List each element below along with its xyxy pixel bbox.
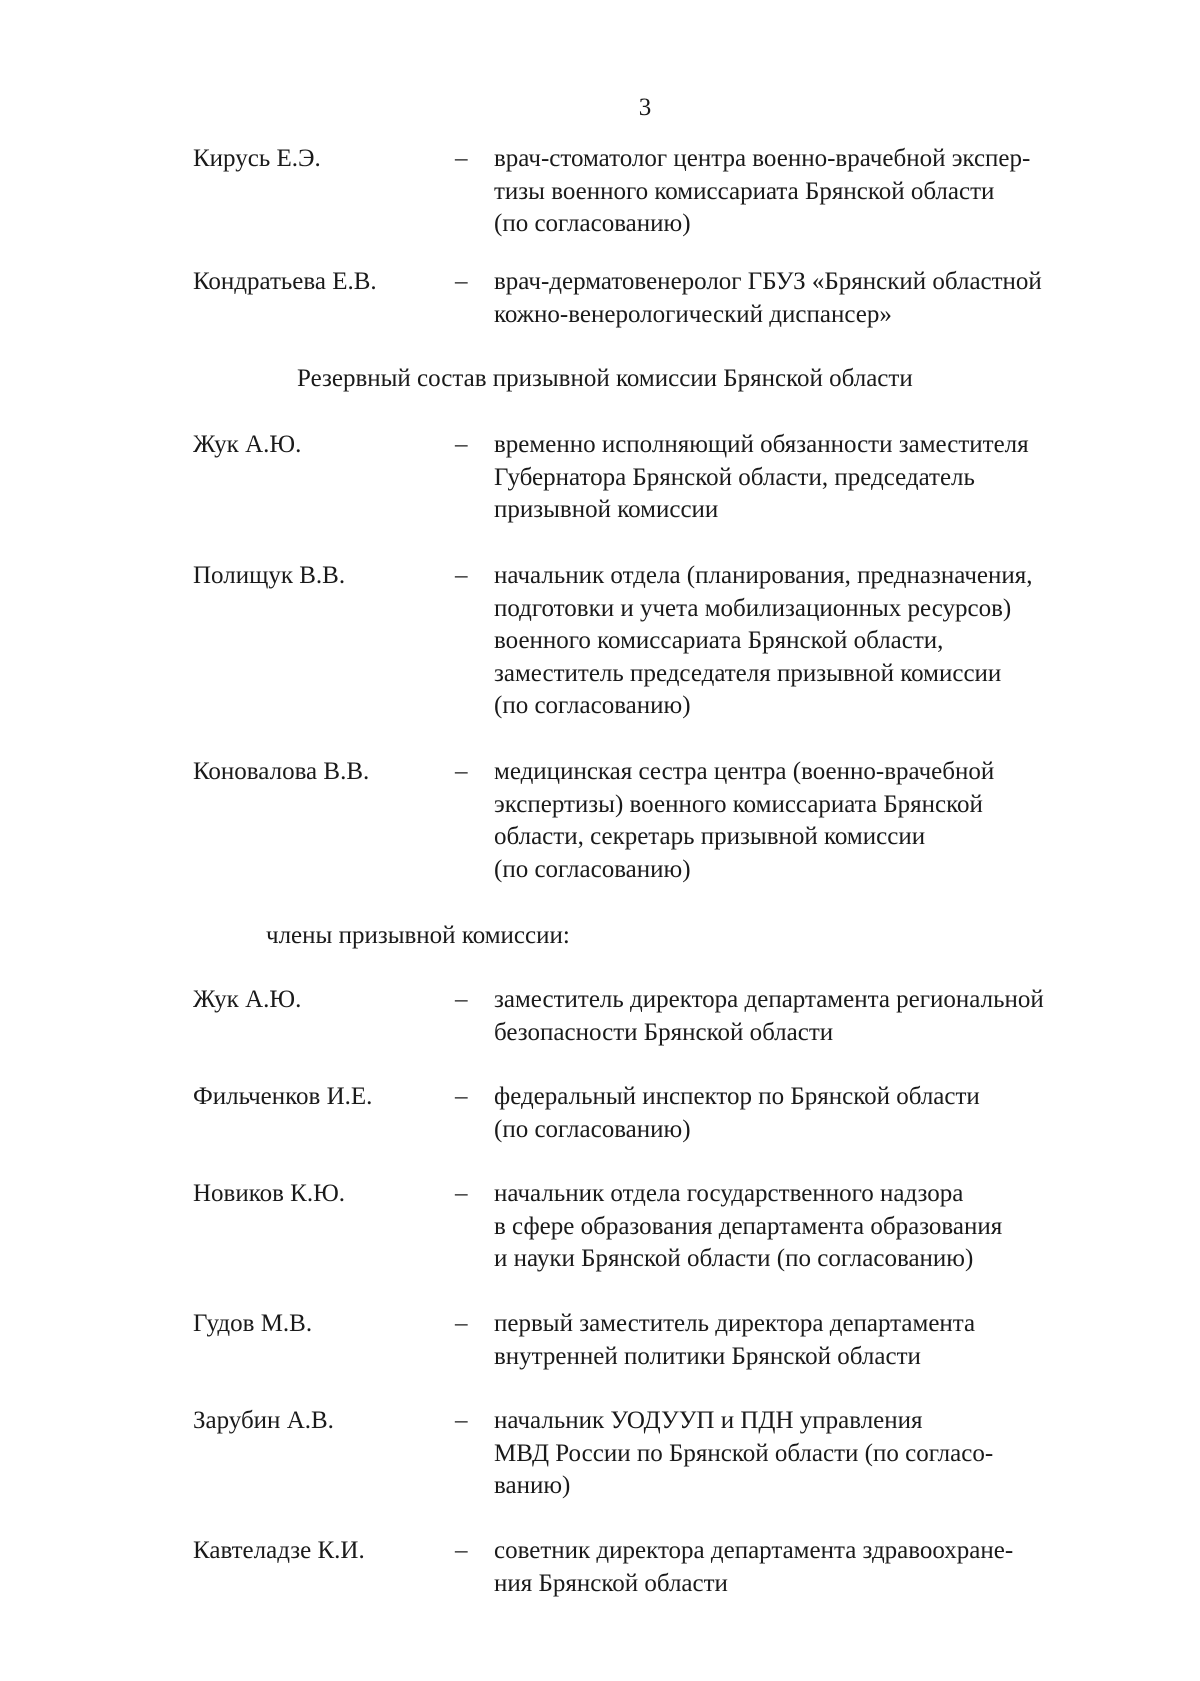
member-name: Жук А.Ю. — [193, 431, 302, 458]
dash-separator: – — [455, 268, 468, 295]
member-name: Кондратьева Е.В. — [193, 268, 377, 295]
position-line: начальник отдела государственного надзора — [494, 1180, 964, 1207]
position-line: ванию) — [494, 1472, 571, 1499]
position-line: (по согласованию) — [494, 692, 691, 719]
position-line: ния Брянской области — [494, 1569, 728, 1597]
position-line: врач-стоматолог центра военно-врачебной экспер- — [494, 145, 1031, 172]
member-position — [494, 560, 1134, 723]
member-position — [494, 1405, 1134, 1503]
member-name: Полищук В.В. — [193, 562, 346, 589]
position-line: тизы военного комиссариата Брянской области — [494, 177, 995, 205]
member-name: Новиков К.Ю. — [193, 1180, 346, 1207]
dash-separator: – — [455, 1180, 468, 1207]
position-line: экспертизы) военного комиссариата Брянской — [494, 790, 983, 818]
position-line: (по согласованию) — [494, 1115, 691, 1143]
position-line: кожно-венерологический диспансер» — [494, 300, 892, 328]
member-position — [494, 429, 1134, 527]
position-line: внутренней политики Брянской области — [494, 1342, 921, 1370]
member-name: Кирусь Е.Э. — [193, 145, 321, 172]
member-name: Жук А.Ю. — [193, 986, 302, 1013]
position-line: военного комиссариата Брянской области, — [494, 627, 944, 654]
position-line: и науки Брянской области (по согласованию) — [494, 1245, 974, 1272]
member-name: Фильченков И.Е. — [193, 1083, 373, 1110]
dash-separator: – — [455, 145, 468, 172]
position-line: (по согласованию) — [494, 855, 691, 883]
position-line: заместитель председателя призывной комиссии — [494, 659, 1002, 687]
member-position — [494, 984, 1134, 1049]
members-section-heading: члены призывной комиссии: — [266, 922, 570, 949]
member-name: Гудов М.В. — [193, 1310, 313, 1337]
member-position — [494, 143, 1134, 241]
dash-separator: – — [455, 758, 468, 785]
position-line: МВД России по Брянской области (по согласо- — [494, 1439, 994, 1467]
position-line: временно исполняющий обязанности заместителя — [494, 431, 1029, 458]
position-line: области, секретарь призывной комиссии — [494, 823, 926, 850]
position-line: безопасности Брянской области — [494, 1018, 834, 1046]
dash-separator: – — [455, 986, 468, 1013]
position-line: (по согласованию) — [494, 210, 691, 237]
member-position — [494, 1308, 1134, 1373]
position-line: советник директора департамента здравоохране- — [494, 1537, 1014, 1564]
position-line: начальник отдела (планирования, предназначения, — [494, 562, 1033, 589]
position-line: подготовки и учета мобилизационных ресурсов) — [494, 594, 1012, 622]
position-line: первый заместитель директора департамента — [494, 1310, 976, 1337]
member-name: Кавтеладзе К.И. — [193, 1537, 365, 1564]
member-position — [494, 1535, 1134, 1600]
position-line: медицинская сестра центра (военно-врачебной — [494, 758, 995, 785]
dash-separator: – — [455, 1537, 468, 1564]
position-line: призывной комиссии — [494, 496, 719, 523]
member-name: Зарубин А.В. — [193, 1407, 334, 1434]
dash-separator: – — [455, 1310, 468, 1337]
reserve-section-heading: Резервный состав призывной комиссии Брянской области — [297, 365, 913, 392]
position-line: Губернатора Брянской области, председатель — [494, 463, 975, 491]
page-number: 3 — [638, 94, 652, 121]
member-name: Коновалова В.В. — [193, 758, 370, 785]
position-line: врач-дерматовенеролог ГБУЗ «Брянский областной — [494, 268, 1042, 295]
dash-separator: – — [455, 562, 468, 589]
member-position — [494, 1178, 1134, 1276]
dash-separator: – — [455, 431, 468, 458]
member-position — [494, 756, 1134, 886]
position-line: в сфере образования департамента образования — [494, 1212, 1003, 1240]
position-line: федеральный инспектор по Брянской области — [494, 1083, 980, 1110]
position-line: начальник УОДУУП и ПДН управления — [494, 1407, 923, 1434]
dash-separator: – — [455, 1083, 468, 1110]
member-position — [494, 1081, 1134, 1146]
member-position — [494, 266, 1134, 331]
position-line: заместитель директора департамента региональной — [494, 986, 1044, 1013]
dash-separator: – — [455, 1407, 468, 1434]
